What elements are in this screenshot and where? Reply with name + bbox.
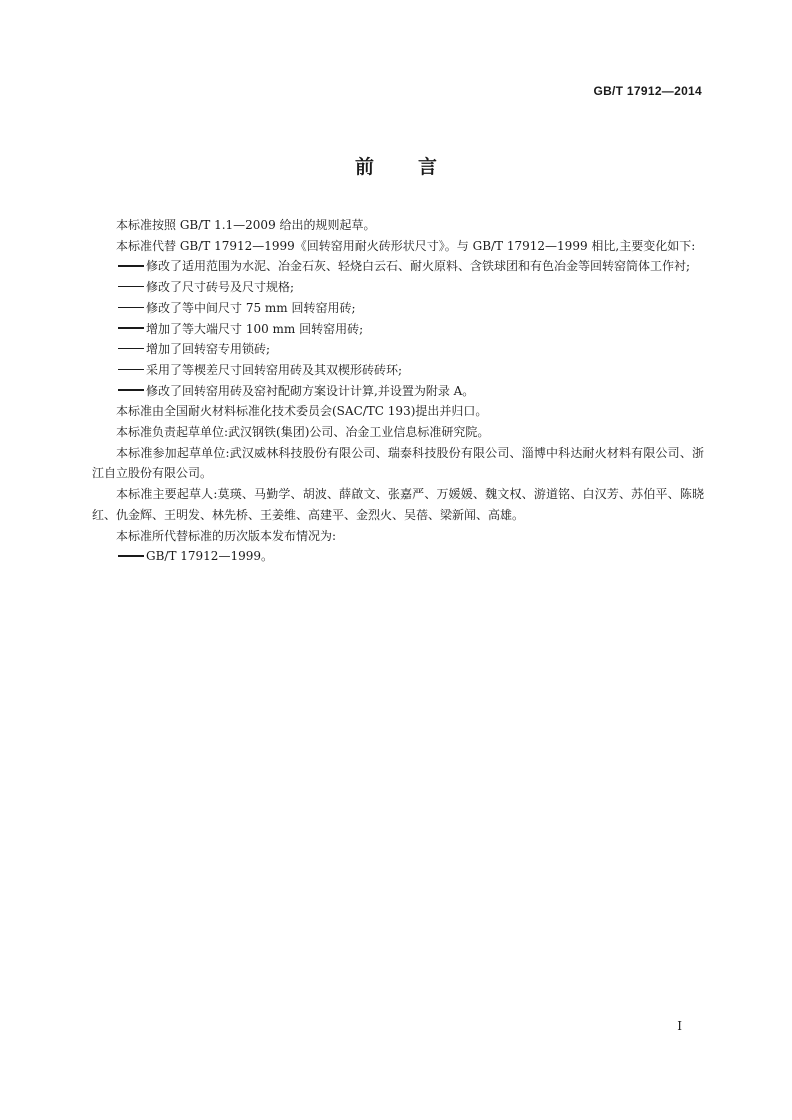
paragraph-drafting-rules: 本标准按照 GB/T 1.1—2009 给出的规则起草。: [116, 218, 376, 232]
list-item-text: 增加了等大端尺寸 100 mm 回转窑用砖;: [146, 321, 364, 336]
paragraph-replacement: 本标准代替 GB/T 17912—1999《回转窑用耐火砖形状尺寸》。与 GB/T 17912—1999 相比,主要变化如下:: [116, 238, 696, 253]
history-list: [92, 546, 704, 567]
paragraph-participants: 本标准参加起草单位:武汉威林科技股份有限公司、瑞泰科技股份有限公司、淄博中科达耐火材料有限公司、浙江自立股份有限公司。: [92, 445, 704, 481]
list-item-text: 采用了等楔差尺寸回转窑用砖及其双楔形砖砖环;: [146, 362, 403, 377]
document-body: [92, 215, 704, 567]
dash-bullet: [118, 360, 146, 381]
dash-bullet: [118, 381, 146, 402]
list-item: [92, 360, 704, 381]
list-item: [92, 381, 704, 402]
list-item-text: 修改了等中间尺寸 75 mm 回转窑用砖;: [146, 300, 356, 315]
dash-bullet: [118, 339, 146, 360]
list-item: [92, 546, 704, 567]
page-number: I: [677, 1019, 682, 1033]
paragraph-drafters: 本标准主要起草人:莫瑛、马勤学、胡波、薛啟文、张嘉严、万媛媛、魏文权、游道铭、白汉芳、苏伯平、陈晓红、仇金辉、王明发、林先桥、王姜维、高建平、金烈火、吴蓓、梁新闻、高雄。: [92, 487, 704, 522]
list-item: [92, 256, 704, 277]
paragraph-main-unit: 本标准负责起草单位:武汉钢铁(集团)公司、冶金工业信息标准研究院。: [116, 425, 490, 440]
list-item-text: 修改了尺寸砖号及尺寸规格;: [146, 280, 295, 295]
paragraph-proposer: 本标准由全国耐火材料标准化技术委员会(SAC/TC 193)提出并归口。: [116, 404, 488, 419]
dash-bullet: [118, 277, 146, 298]
dash-bullet: [118, 546, 146, 567]
list-item-text: GB/T 17912—1999。: [146, 549, 273, 564]
list-item: [92, 319, 704, 340]
list-item-text: 增加了回转窑专用锁砖;: [146, 342, 271, 357]
list-item: [92, 298, 704, 319]
paragraph-history-intro: 本标准所代替标准的历次版本发布情况为:: [116, 528, 337, 543]
list-item: [92, 277, 704, 298]
list-item: [92, 339, 704, 360]
changes-list: [92, 256, 704, 401]
list-item-text: 修改了回转窑用砖及窑衬配砌方案设计计算,并设置为附录 A。: [146, 383, 475, 398]
list-item-text: 修改了适用范围为水泥、冶金石灰、轻烧白云石、耐火原料、含铁球团和有色冶金等回转窑筒体工作衬;: [146, 259, 691, 274]
page-title: 前言: [354, 156, 481, 178]
dash-bullet: [118, 319, 146, 340]
dash-bullet: [118, 256, 146, 277]
standard-code: GB/T 17912—2014: [593, 84, 702, 98]
dash-bullet: [118, 298, 146, 319]
